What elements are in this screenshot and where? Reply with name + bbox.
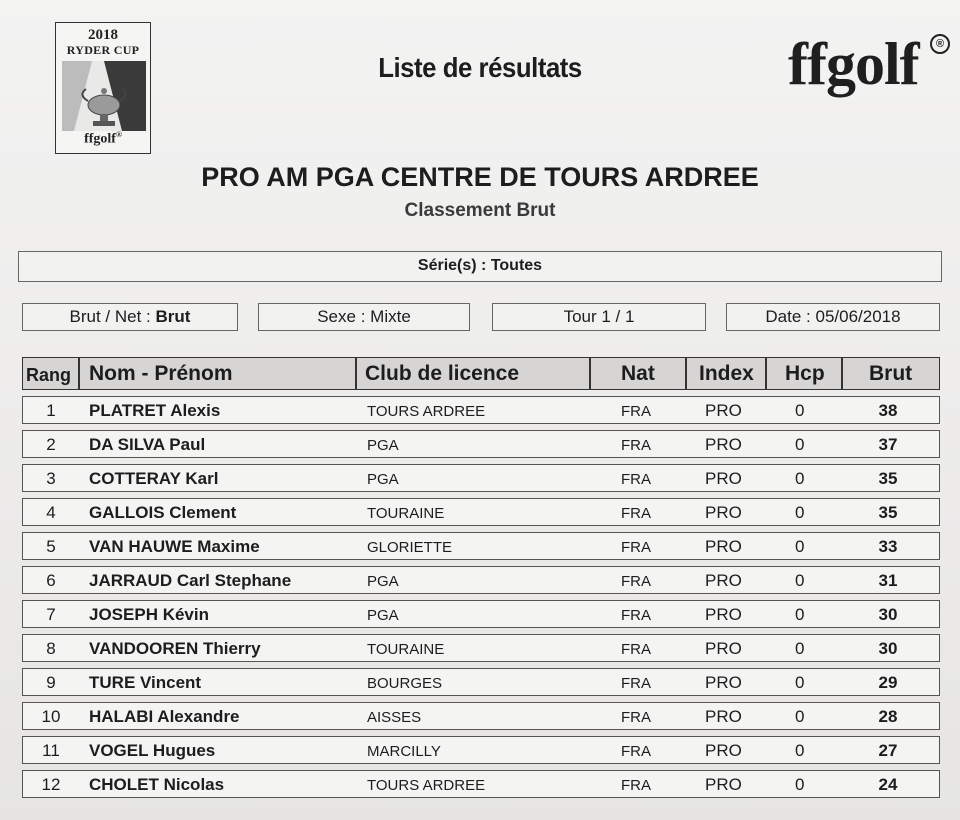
logo-year: 2018	[88, 27, 118, 43]
table-row	[22, 532, 940, 560]
cell-nat: FRA	[621, 641, 651, 658]
cell-name: CHOLET Nicolas	[89, 775, 225, 794]
cell-hcp: 0	[795, 571, 805, 590]
column-brut: Brut	[869, 362, 913, 385]
cell-nat: FRA	[621, 505, 651, 522]
series-filter: Série(s) : Toutes	[18, 251, 942, 282]
sexe-value: Mixte	[370, 307, 411, 326]
date-box	[726, 303, 940, 331]
cell-club: PGA	[367, 471, 399, 488]
table-row	[22, 702, 940, 730]
cell-index: PRO	[705, 401, 742, 420]
brut-net-box	[22, 303, 238, 331]
cell-brut: 37	[878, 435, 898, 454]
table-row	[22, 668, 940, 696]
cell-rang: 2	[46, 435, 56, 454]
cell-nat: FRA	[621, 471, 651, 488]
cell-rang: 5	[46, 537, 56, 556]
logo-name: RYDER CUP	[66, 43, 140, 57]
cell-rang: 1	[46, 401, 56, 420]
cell-name: VOGEL Hugues	[89, 741, 216, 760]
table-row	[22, 464, 940, 492]
ranking-type: Classement Brut	[404, 200, 556, 221]
cell-brut: 29	[878, 673, 898, 692]
cell-brut: 33	[878, 537, 898, 556]
cell-name: VAN HAUWE Maxime	[89, 537, 260, 556]
column-index: Index	[699, 362, 754, 385]
cell-club: TOURS ARDREE	[367, 403, 486, 420]
sexe-box	[258, 303, 470, 331]
cell-brut: 30	[878, 639, 898, 658]
cell-club: TOURS ARDREE	[367, 777, 486, 794]
cell-name: TURE Vincent	[89, 673, 202, 692]
page-title: Liste de résultats	[378, 52, 582, 83]
ffgolf-logo: ffgolf	[788, 31, 919, 97]
cell-rang: 3	[46, 469, 56, 488]
cell-nat: FRA	[621, 675, 651, 692]
table-body	[22, 396, 940, 798]
cell-club: GLORIETTE	[367, 539, 453, 556]
sexe-label: Sexe :	[317, 307, 366, 326]
column-hcp: Hcp	[785, 362, 825, 385]
cell-brut: 31	[878, 571, 898, 590]
cell-nat: FRA	[621, 573, 651, 590]
cell-brut: 27	[878, 741, 898, 760]
cell-index: PRO	[705, 469, 742, 488]
cell-rang: 7	[46, 605, 56, 624]
cell-hcp: 0	[795, 741, 805, 760]
column-nat: Nat	[621, 362, 655, 385]
cell-index: PRO	[705, 741, 742, 760]
cell-nat: FRA	[621, 539, 651, 556]
cell-brut: 35	[878, 469, 898, 488]
cell-hcp: 0	[795, 401, 805, 420]
cell-index: PRO	[705, 571, 742, 590]
cell-name: JARRAUD Carl Stephane	[89, 571, 292, 590]
cell-hcp: 0	[795, 435, 805, 454]
cell-hcp: 0	[795, 639, 805, 658]
cell-hcp: 0	[795, 537, 805, 556]
cell-index: PRO	[705, 605, 742, 624]
tour-box: Tour 1 / 1	[492, 303, 706, 331]
table-row	[22, 566, 940, 594]
cell-brut: 35	[878, 503, 898, 522]
cell-club: TOURAINE	[367, 505, 445, 522]
cell-club: PGA	[367, 437, 399, 454]
registered-mark: ®	[930, 34, 950, 54]
cell-nat: FRA	[621, 743, 651, 760]
cell-brut: 28	[878, 707, 898, 726]
cell-index: PRO	[705, 673, 742, 692]
cell-nat: FRA	[621, 437, 651, 454]
cell-club: PGA	[367, 573, 399, 590]
table-row	[22, 736, 940, 764]
table-row	[22, 498, 940, 526]
table-row	[22, 770, 940, 798]
cell-name: VANDOOREN Thierry	[89, 639, 261, 658]
cell-club: PGA	[367, 607, 399, 624]
cell-hcp: 0	[795, 503, 805, 522]
column-club: Club de licence	[365, 362, 520, 385]
cell-hcp: 0	[795, 707, 805, 726]
logo-federation: ffgolf®	[84, 130, 122, 147]
brut-net-value: Brut	[155, 307, 191, 326]
cell-name: COTTERAY Karl	[89, 469, 219, 488]
cell-rang: 11	[42, 741, 60, 760]
cell-rang: 6	[46, 571, 56, 590]
brut-net-label: Brut / Net :	[69, 307, 151, 326]
cell-rang: 4	[46, 503, 56, 522]
cell-name: PLATRET Alexis	[89, 401, 221, 420]
ryder-cup-logo	[55, 22, 151, 154]
cell-brut: 30	[878, 605, 898, 624]
column-rang: Rang	[26, 365, 71, 385]
results-table	[22, 357, 940, 798]
cell-rang: 9	[46, 673, 56, 692]
cell-index: PRO	[705, 537, 742, 556]
cell-brut: 24	[878, 775, 898, 794]
table-row	[22, 600, 940, 628]
cell-index: PRO	[705, 435, 742, 454]
cell-nat: FRA	[621, 607, 651, 624]
cell-index: PRO	[705, 503, 742, 522]
cell-name: GALLOIS Clement	[89, 503, 237, 522]
cell-rang: 8	[46, 639, 56, 658]
event-title: PRO AM PGA CENTRE DE TOURS ARDREE	[201, 162, 759, 192]
table-row	[22, 634, 940, 662]
cell-nat: FRA	[621, 777, 651, 794]
cell-index: PRO	[705, 639, 742, 658]
cell-hcp: 0	[795, 673, 805, 692]
table-row	[22, 430, 940, 458]
table-row	[22, 396, 940, 424]
cell-club: MARCILLY	[367, 743, 441, 760]
cell-name: JOSEPH Kévin	[89, 605, 209, 624]
date-value: 05/06/2018	[815, 307, 901, 326]
table-header	[22, 357, 940, 390]
cell-index: PRO	[705, 775, 742, 794]
cell-nat: FRA	[621, 403, 651, 420]
cell-rang: 10	[41, 707, 61, 726]
cell-club: AISSES	[367, 709, 422, 726]
column-nom: Nom - Prénom	[89, 362, 233, 385]
cell-rang: 12	[41, 775, 61, 794]
cell-name: HALABI Alexandre	[89, 707, 240, 726]
cell-club: BOURGES	[367, 675, 443, 692]
cell-brut: 38	[878, 401, 898, 420]
cell-hcp: 0	[795, 605, 805, 624]
cell-nat: FRA	[621, 709, 651, 726]
cell-index: PRO	[705, 707, 742, 726]
date-label: Date :	[765, 307, 811, 326]
cell-hcp: 0	[795, 775, 805, 794]
cell-name: DA SILVA Paul	[89, 435, 206, 454]
cell-hcp: 0	[795, 469, 805, 488]
cell-club: TOURAINE	[367, 641, 445, 658]
